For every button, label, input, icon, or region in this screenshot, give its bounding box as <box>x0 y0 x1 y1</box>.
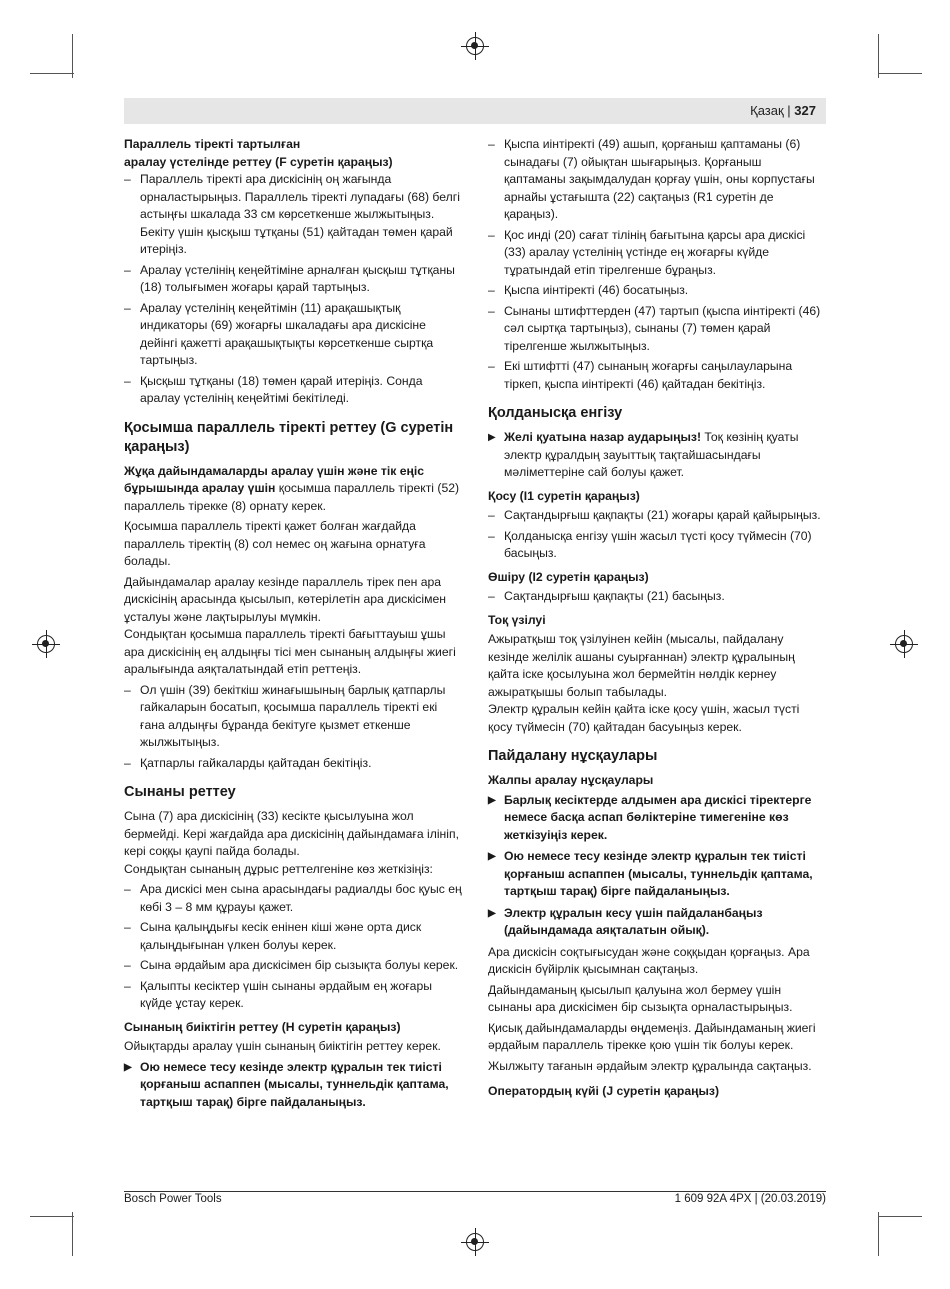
list-item-text: Сына қалыңдығы кесік енінен кіші және орта диск қалыңдығынан үлкен болуы керек. <box>140 920 422 952</box>
list-item-text: Сақтандырғыш қақпақты (21) басыңыз. <box>504 589 725 603</box>
list-item: – Аралау үстелінің кеңейтіміне арналған қысқыш тұтқаны (18) толығымен жоғары қарай тартыңыз. <box>124 262 455 294</box>
paragraph: Ажыратқыш тоқ үзілуінен кейін (мысалы, пайдалану кезінде желілік ашаны суырғаннан) электр құралының қайта іске қосылуына жол бермейтін нөлдік кернеу ажыратқышы болып табылады. <box>488 632 795 699</box>
list-item: – Сынаны штифттерден (47) тартып (қыспа иінтіректі (46) сәл сыртқа тартыңыз), сынаны (7) төмен қарай тірелгенше жылжытыңыз. <box>488 303 821 353</box>
footer-divider <box>124 1191 826 1192</box>
list-item-text: Қысқыш тұтқаны (18) төмен қарай итеріңіз. Сонда аралау үстелінің кеңейтімі бекітіледі. <box>140 373 423 405</box>
list-item-text: Параллель тіректі ара дискісінің оң жағында орналастырыңыз. Параллель тіректі лупадағы (68) белгі астыңғы шкалада 33 см көрсеткенше жылжытыңыз. Бекіту үшін қысқыш тұтқаны (51) қайтадан төмен қарай итеріңіз. <box>140 172 460 256</box>
registration-mark-icon <box>466 1233 484 1251</box>
paragraph: Ойықтарды аралау үшін сынаның биіктігін реттеу керек. <box>124 1039 441 1053</box>
registration-mark-icon <box>37 635 55 653</box>
section-heading: Сынаны реттеу <box>124 784 236 800</box>
list-item-text: Қыспа иінтіректі (46) босатыңыз. <box>504 283 689 297</box>
section-title-line-1: Параллель тіректі тартылған <box>124 137 301 151</box>
arrow-icon: ▶ <box>488 851 496 862</box>
arrow-icon: ▶ <box>488 907 496 919</box>
registration-mark-icon <box>895 635 913 653</box>
list-item: – Қысқыш тұтқаны (18) төмен қарай итеріңіз. Сонда аралау үстелінің кеңейтімі бекітіледі. <box>124 373 423 405</box>
paragraph-text: қосымша параллель тіректі (52) параллель тірекке (8) орнату керек. <box>124 481 460 513</box>
paragraph: Электр құралын кейін қайта іске қосу үшін, жасыл түсті қосу түймесін (70) қайтадан басуыңыз керек. <box>488 702 800 734</box>
footer-brand: Bosch Power Tools <box>124 1193 222 1205</box>
list-item: – Сына қалыңдығы кесік енінен кіші және орта диск қалыңдығынан үлкен болуы керек. <box>124 920 422 952</box>
list-item: – Қыспа иінтіректі (46) босатыңыз. <box>488 283 689 297</box>
paragraph <box>124 463 462 516</box>
list-item: – Параллель тіректі ара дискісінің оң жағында орналастырыңыз. Параллель тіректі лупадағы (68) белгі астыңғы шкалада 33 см көрсеткенше жылжытыңыз. Бекіту үшін қысқыш тұтқаны (51) қайтадан төмен қарай итеріңіз. <box>124 172 460 256</box>
section-heading: Пайдалану нұсқаулары <box>488 748 658 764</box>
subsection-heading: Сынаның биіктігін реттеу (H суретін қараңыз) <box>124 1019 401 1034</box>
subsection-heading: Жалпы аралау нұсқаулары <box>488 773 654 787</box>
list-item-text: Сынаны штифттерден (47) тартып (қыспа иінтіректі (46) сәл сыртқа тартыңыз), сынаны (7) төмен қарай тірелгенше жылжытыңыз. <box>504 303 821 353</box>
paragraph: Дайындамалар аралау кезінде параллель тірек пен ара дискісінің арасында қысылып, көтерілетін ара дискісімен ұсталуы және лақтырылуы мүмкін. <box>124 574 446 624</box>
list-item: – Ол үшін (39) бекіткіш жинағышының барлық қатпарлы гайкаларын босатып, қосымша параллель тіректі екі ғана алдыңғы бұранда бекітуге қызмет еткенше жылжытыңыз. <box>124 682 446 749</box>
paragraph: Сондықтан сынаның дұрыс реттелгеніне көз жеткізіңіз: <box>124 861 433 876</box>
section-title <box>124 136 462 171</box>
list-item-text: Ол үшін (39) бекіткіш жинағышының барлық қатпарлы гайкаларын босатып, қосымша параллель тіректі екі ғана алдыңғы бұранда бекітуге қызмет еткенше жылжытыңыз. <box>140 682 446 749</box>
warning-item <box>488 429 826 482</box>
footer-doc-id: 1 609 92A 4PX | (20.03.2019) <box>674 1193 826 1205</box>
list-item: – Қос инді (20) сағат тілінің бағытына қарсы ара дискісі (33) аралау үстелінің үстінде ең жоғарғы күйде тұратындай етіп тірелгенше бұраңыз. <box>488 227 806 277</box>
section-heading: Қолданысқа енгізу <box>488 405 623 421</box>
arrow-icon: ▶ <box>488 432 496 443</box>
subsection-heading: Өшіру (I2 суретін қараңыз) <box>488 569 649 584</box>
section-heading: Қосымша параллель тіректі реттеу (G суретін қараңыз) <box>124 419 454 455</box>
warning-text: Барлық кесіктерде алдымен ара дискісі тіректерге немесе басқа аспап бөліктеріне тимегеніне көз жеткізуіңіз керек. <box>504 792 812 842</box>
left-column <box>124 136 462 1115</box>
warning-text: Ою немесе тесу кезінде электр құралын тек тиісті қорғаныш аспаппен (мысалы, туннельдік қаптама, тартқыш тарақ) бірге пайдаланыңыз. <box>140 1059 449 1109</box>
page-header <box>124 98 826 124</box>
registration-mark-icon <box>466 37 484 55</box>
arrow-icon: ▶ <box>124 1061 132 1073</box>
crop-mark <box>878 34 879 78</box>
list-item: – Сақтандырғыш қақпақты (21) жоғары қарай қайырыңыз. <box>488 508 821 522</box>
subsection-heading: Оператордың күйі (J суретін қараңыз) <box>488 1084 720 1098</box>
list-item: – Қыспа иінтіректі (49) ашып, қорғаныш қаптаманы (6) сынадағы (7) ойықтан шығарыңыз. Қорғаныш қаптаманы зақымдалудан қорғау үшін, оны корпустағы арнайы ұстағышта (22) сақтаңыз (R1 суретін де қараңыз). <box>488 137 815 221</box>
crop-mark <box>72 34 73 78</box>
header-text: Қазақ | 327 <box>750 103 816 118</box>
list-item-text: Қатпарлы гайкаларды қайтадан бекітіңіз. <box>140 755 372 770</box>
list-item: – Екі штифтті (47) сынаның жоғарғы саңылауларына тіркеп, қыспа иінтіректі (46) қайтадан бекітіңіз. <box>488 359 793 391</box>
warning-item <box>124 1059 462 1112</box>
warning-item <box>488 848 826 901</box>
section-title-line-2: аралау үстелінде реттеу (F суретін қараңыз) <box>124 154 393 169</box>
list-item-text: Аралау үстелінің кеңейтімін (11) арақашықтық индикаторы (69) жоғарғы шкаладағы ара дискісіне дейінгі қажетті арақашықтықты көрсеткенше сыртқа тартыңыз. <box>140 300 434 367</box>
warning-bold: Желі қуатына назар аударыңыз! <box>504 430 702 444</box>
list-item: – Сақтандырғыш қақпақты (21) басыңыз. <box>488 589 725 603</box>
paragraph: Қосымша параллель тіректі қажет болған жағдайда параллель тіректің (8) сол немес оң жағына орнатуға болады. <box>124 519 426 568</box>
right-column <box>488 136 826 1103</box>
list-item-text: Қолданысқа енгізу үшін жасыл түсті қосу түймесін (70) басыңыз. <box>504 528 812 560</box>
warning-text: Электр құралын кесу үшін пайдаланбаңыз (дайындамада аяқталатын ойық). <box>504 905 763 937</box>
list-item: – Аралау үстелінің кеңейтімін (11) арақашықтық индикаторы (69) жоғарғы шкаладағы ара дискісіне дейінгі қажетті арақашықтықты көрсеткенше сыртқа тартыңыз. <box>124 300 434 367</box>
paragraph: Сына (7) ара дискісінің (33) кесікте қысылуына жол бермейді. Кері жағдайда ара дискісінің дайындамаға ілініп, кері соққы қаупі пайда болады. <box>124 809 459 858</box>
page-number: 327 <box>794 103 816 118</box>
crop-mark <box>878 1212 879 1256</box>
paragraph: Дайындаманың қысылып қалуына жол бермеу үшін сынаны ара дискісімен бір сызықта орналастырыңыз. <box>488 982 793 1014</box>
list-item-text: Қыспа иінтіректі (49) ашып, қорғаныш қаптаманы (6) сынадағы (7) ойықтан шығарыңыз. Қорғаныш қаптаманы зақымдалудан қорғау үшін, оны корпустағы арнайы ұстағышта (22) сақтаңыз (R1 суретін де қараңыз). <box>504 137 815 221</box>
subsection-heading: Қосу (I1 суретін қараңыз) <box>488 488 640 503</box>
list-item: – Сына әрдайым ара дискісімен бір сызықта болуы керек. <box>124 958 459 972</box>
list-item-text: Сына әрдайым ара дискісімен бір сызықта болуы керек. <box>140 958 459 972</box>
warning-item <box>488 905 826 940</box>
subsection-heading: Тоқ үзілуі <box>488 612 546 627</box>
paragraph: Ара дискісін соқтығысудан және соққыдан қорғаңыз. Ара дискісін бүйірлік қысымнан сақтаңыз. <box>488 944 810 976</box>
list-item-text: Қалыпты кесіктер үшін сынаны әрдайым ең жоғары күйде ұстау керек. <box>140 978 432 1010</box>
arrow-icon: ▶ <box>488 794 496 806</box>
list-item: – Қатпарлы гайкаларды қайтадан бекітіңіз. <box>124 755 372 770</box>
list-item-text: Сақтандырғыш қақпақты (21) жоғары қарай қайырыңыз. <box>504 508 821 522</box>
warning-text: Тоқ көзінің қуаты электр құралдың зауыттық тақтайшасындағы мәліметтеріне сай болуы қажет. <box>504 430 799 479</box>
list-item-text: Қос инді (20) сағат тілінің бағытына қарсы ара дискісі (33) аралау үстелінің үстінде ең жоғарғы күйде тұратындай етіп тірелгенше бұраңыз. <box>504 227 806 277</box>
paragraph-bold: Жұқа дайындамаларды аралау үшін және тік еңіс бұрышында аралау үшін <box>124 463 425 495</box>
list-item: – Қалыпты кесіктер үшін сынаны әрдайым ең жоғары күйде ұстау керек. <box>124 978 432 1010</box>
paragraph: Сондықтан қосымша параллель тіректі бағыттауыш ұшы ара дискісінің ең алдыңғы тісі мен сынаның алдыңғы жиегі аралығында аяқталатындай етіп реттеңіз. <box>124 627 456 676</box>
header-language: Қазақ <box>750 103 784 118</box>
list-item-text: Ара дискісі мен сына арасындағы радиалды бос қуыс ең көбі 3 – 8 мм құрауы қажет. <box>140 882 462 914</box>
paragraph: Қисық дайындамаларды өңдемеңіз. Дайындаманың жиегі әрдайым параллель тірекке қою үшін тік болуы керек. <box>488 1020 816 1052</box>
crop-mark <box>878 1216 922 1217</box>
paragraph: Жылжыту тағанын әрдайым электр құралында сақтаңыз. <box>488 1058 812 1073</box>
crop-mark <box>30 1216 74 1217</box>
list-item: – Қолданысқа енгізу үшін жасыл түсті қосу түймесін (70) басыңыз. <box>488 528 812 560</box>
list-item-text: Екі штифтті (47) сынаның жоғарғы саңылауларына тіркеп, қыспа иінтіректі (46) қайтадан бекітіңіз. <box>504 359 793 391</box>
warning-text: Ою немесе тесу кезінде электр құралын тек тиісті қорғаныш аспаппен (мысалы, туннельдік қаптама, тартқыш тарақ) бірге пайдаланыңыз. <box>504 849 813 898</box>
list-item-text: Аралау үстелінің кеңейтіміне арналған қысқыш тұтқаны (18) толығымен жоғары қарай тартыңыз. <box>140 262 455 294</box>
crop-mark <box>878 73 922 74</box>
warning-item <box>488 792 826 845</box>
list-item: – Ара дискісі мен сына арасындағы радиалды бос қуыс ең көбі 3 – 8 мм құрауы қажет. <box>124 882 462 914</box>
crop-mark <box>30 73 74 74</box>
crop-mark <box>72 1212 73 1256</box>
